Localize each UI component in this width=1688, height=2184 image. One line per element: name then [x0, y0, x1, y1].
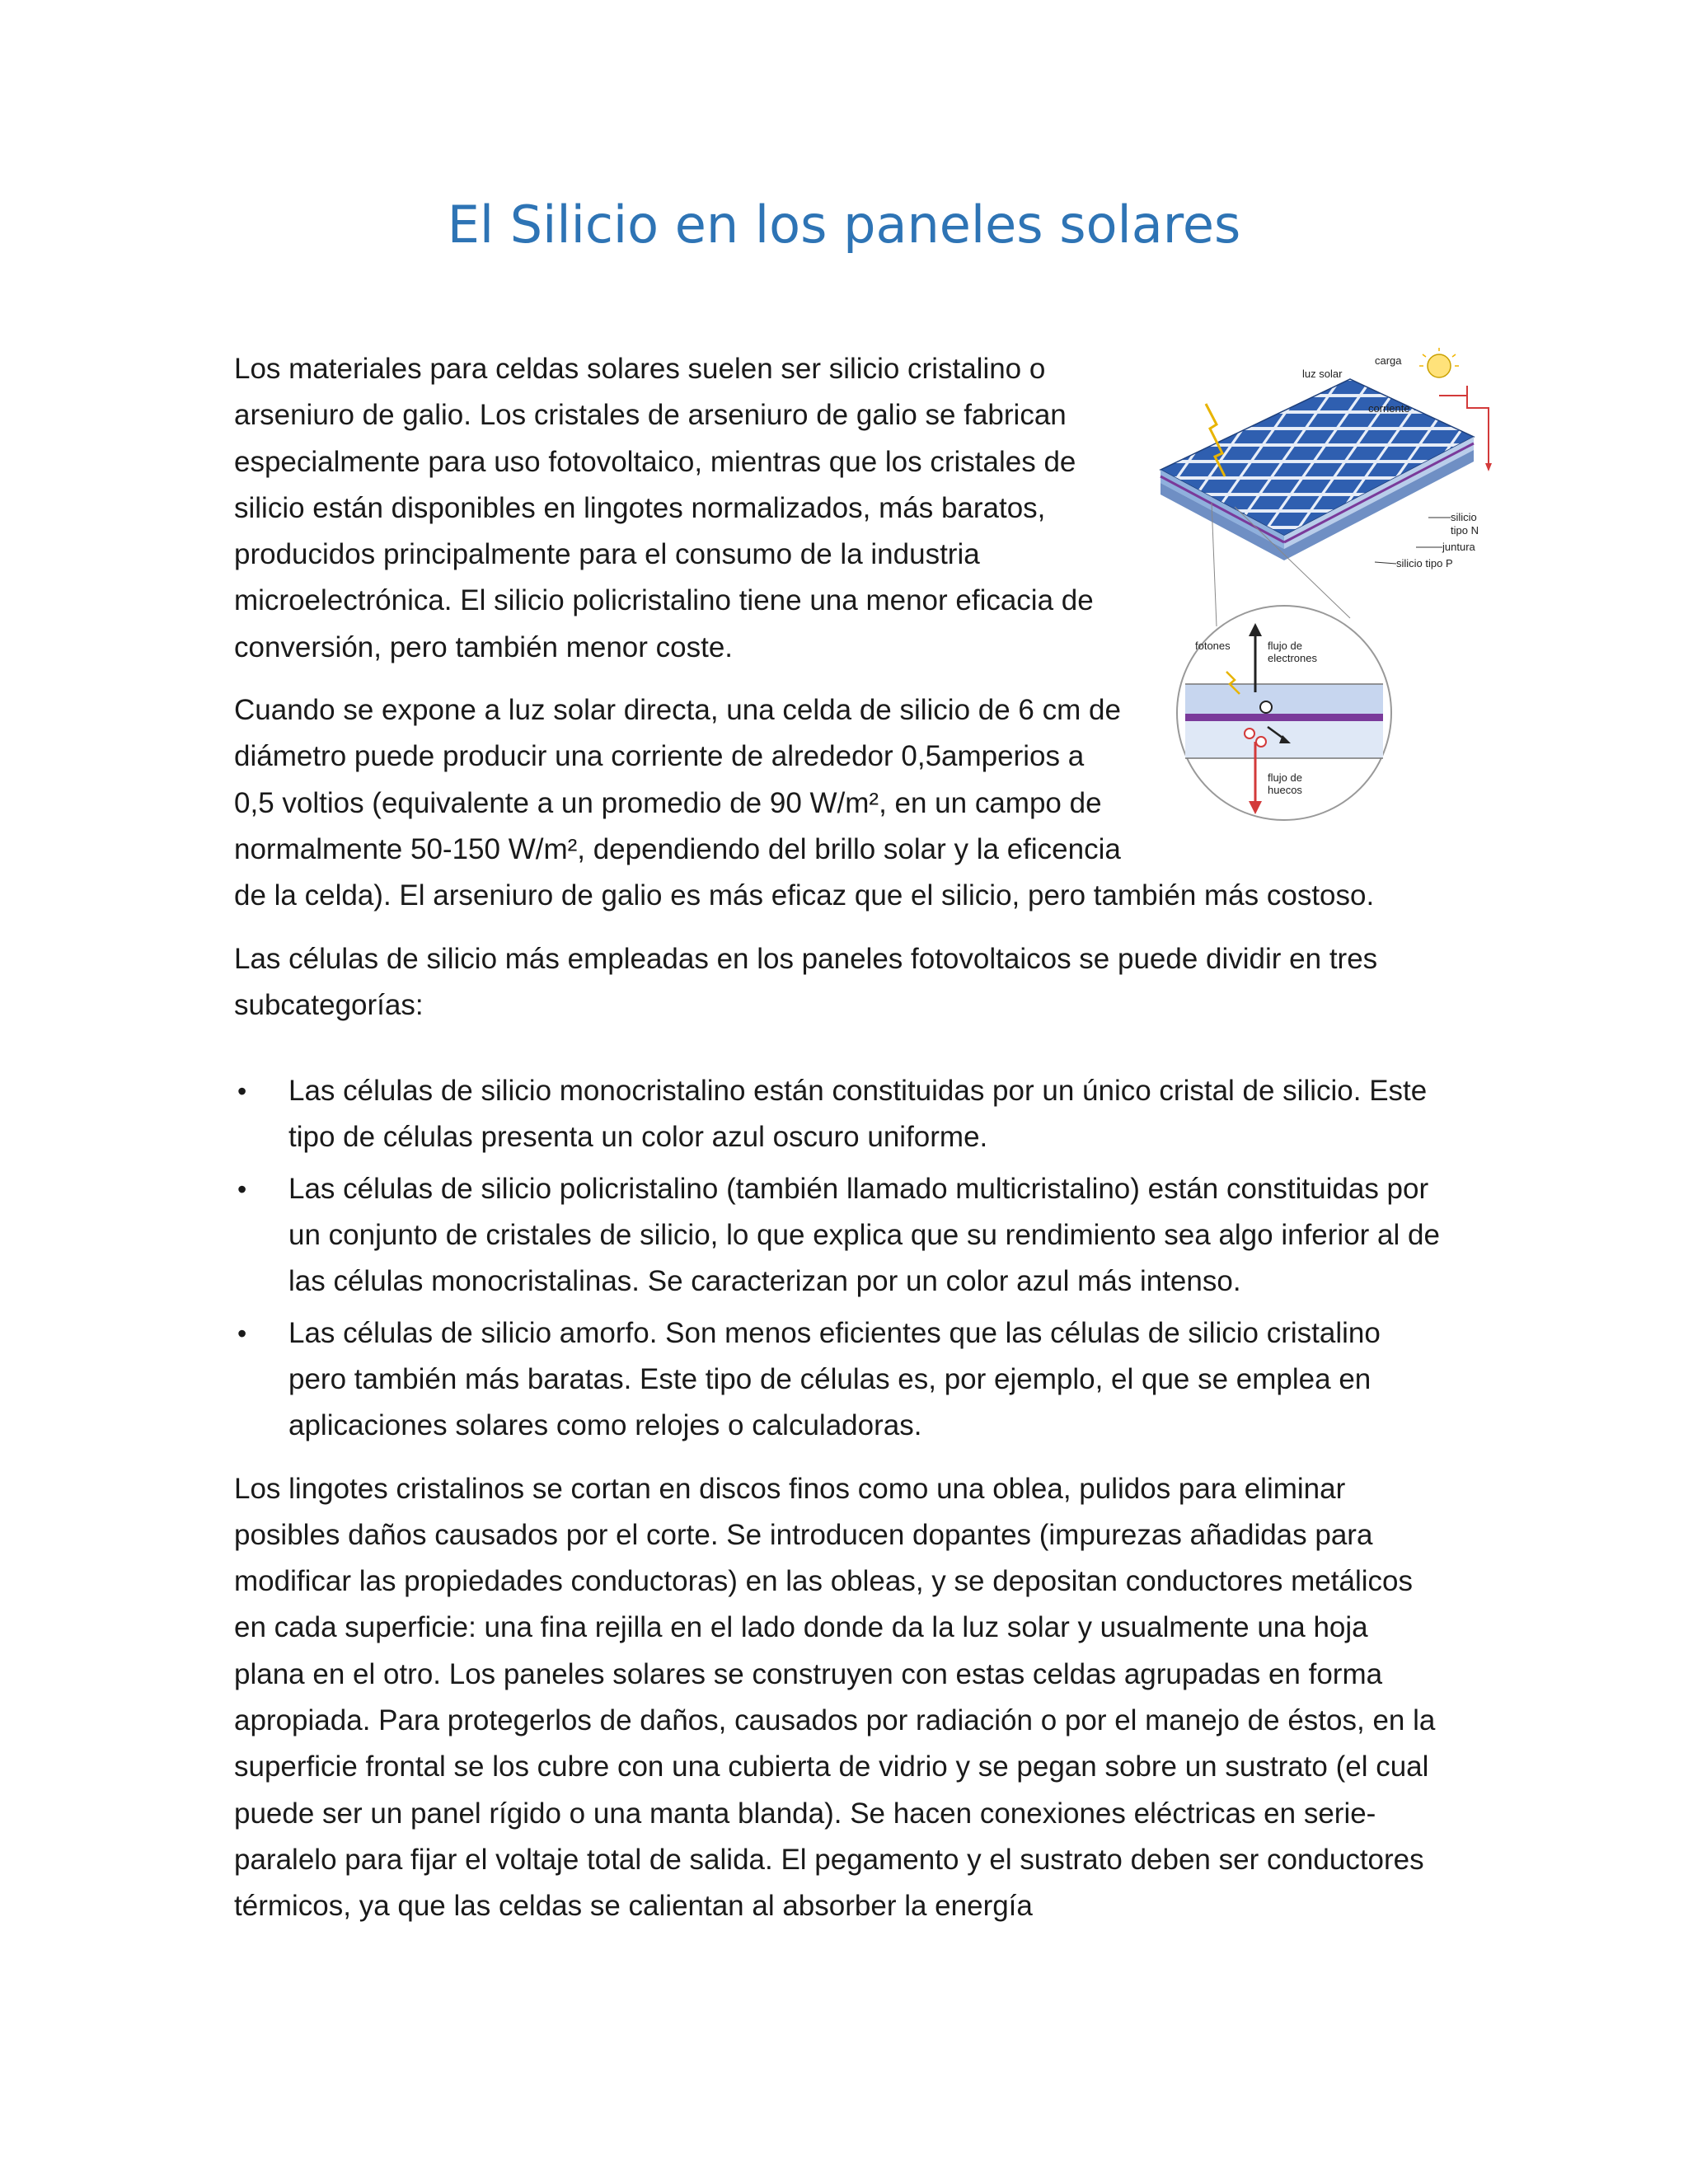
- label-flujo-huecos-2: huecos: [1268, 784, 1302, 796]
- paragraph-manufacturing: Los lingotes cristalinos se cortan en discos finos como una oblea, pulidos para eliminar posibles daños causados por el corte. Se introducen dopantes (impurezas añadidas para modificar las propiedades conductoras) en las obleas, y se depositan conductores metálicos en cada superficie: una fina rejilla en el lado donde da la luz solar y usualmente una hoja plana en el otro. Los paneles solares se construyen con estas celdas agrupadas en forma apropiada. Para protegerlos de daños, causados por radiación o por el manejo de éstos, en la superficie frontal se los cubre con una cubierta de vidrio y se pegan sobre un sustrato (el cual puede ser un panel rígido o una manta blanda). Se hacen conexiones eléctricas en serie-paralelo para fijar el voltaje total de salida. El pegamento y el sustrato deben ser conductores térmicos, ya que las celdas se calientan al absorber la energía: [234, 1472, 1436, 1923]
- label-silicio-n-1: silicio: [1451, 511, 1477, 523]
- label-flujo-electrones-2: electrones: [1268, 652, 1317, 664]
- list-item: • Las células de silicio monocristalino están constituidas por un único cristal de silicio. Este tipo de células presenta un color azul oscuro uniforme.: [288, 1068, 1446, 1161]
- label-flujo-huecos-1: flujo de: [1268, 771, 1302, 784]
- paragraph-materials: Los materiales para celdas solares suelen ser silicio cristalino o arseniuro de galio. Los cristales de arseniuro de galio se fabrican especialmente para uso fotovoltaico, mientras que los cristales de silicio están disponibles en lingotes normalizados, más baratos, producidos principalmente para el consumo de la industria microelectrónica. El silicio policristalino tiene una menor eficacia de conversión, pero también menor coste.: [234, 353, 1094, 663]
- label-carga: carga: [1375, 354, 1402, 367]
- document-body: [234, 346, 1479, 1947]
- label-luz-solar: luz solar: [1302, 368, 1343, 380]
- paragraph-subcategories: Las células de silicio más empleadas en los paneles fotovoltaicos se puede dividir en tres subcategorías:: [234, 942, 1378, 1021]
- label-juntura: juntura: [1442, 541, 1475, 553]
- label-corriente: corriente: [1368, 402, 1410, 415]
- page-title: El Silicio en los paneles solares: [447, 194, 1241, 255]
- current-wire: [1439, 386, 1467, 396]
- label-fotones: fotones: [1195, 640, 1231, 652]
- label-silicio-n-2: tipo N: [1451, 524, 1479, 537]
- cell-types-list: [234, 1068, 1446, 1449]
- label-flujo-electrones-1: flujo de: [1268, 640, 1302, 652]
- solar-cell-diagram: [1144, 346, 1507, 832]
- list-item: • Las células de silicio amorfo. Son menos eficientes que las células de silicio cristalino pero también más baratas. Este tipo de células es, por ejemplo, el que se emplea en aplicaciones solares como relojes o calculadoras.: [288, 1310, 1446, 1450]
- paragraph-current: Cuando se expone a luz solar directa, una celda de silicio de 6 cm de diámetro puede producir una corriente de alrededor 0,5amperios a 0,5 voltios (equivalente a un promedio de 90 W/m², en un campo de normalmente 50-150 W/m², dependiendo del brillo solar y la eficencia de la celda). El arseniuro de galio es más eficaz que el silicio, pero también más costoso.: [234, 694, 1375, 912]
- bulb-icon: [1428, 354, 1451, 377]
- list-item: • Las células de silicio policristalino (también llamado multicristalino) están constituidas por un conjunto de cristales de silicio, lo que explica que su rendimiento sea algo inferior al de las células monocristalinas. Se caracterizan por un color azul más intenso.: [288, 1166, 1446, 1305]
- label-silicio-p: silicio tipo P: [1396, 557, 1453, 569]
